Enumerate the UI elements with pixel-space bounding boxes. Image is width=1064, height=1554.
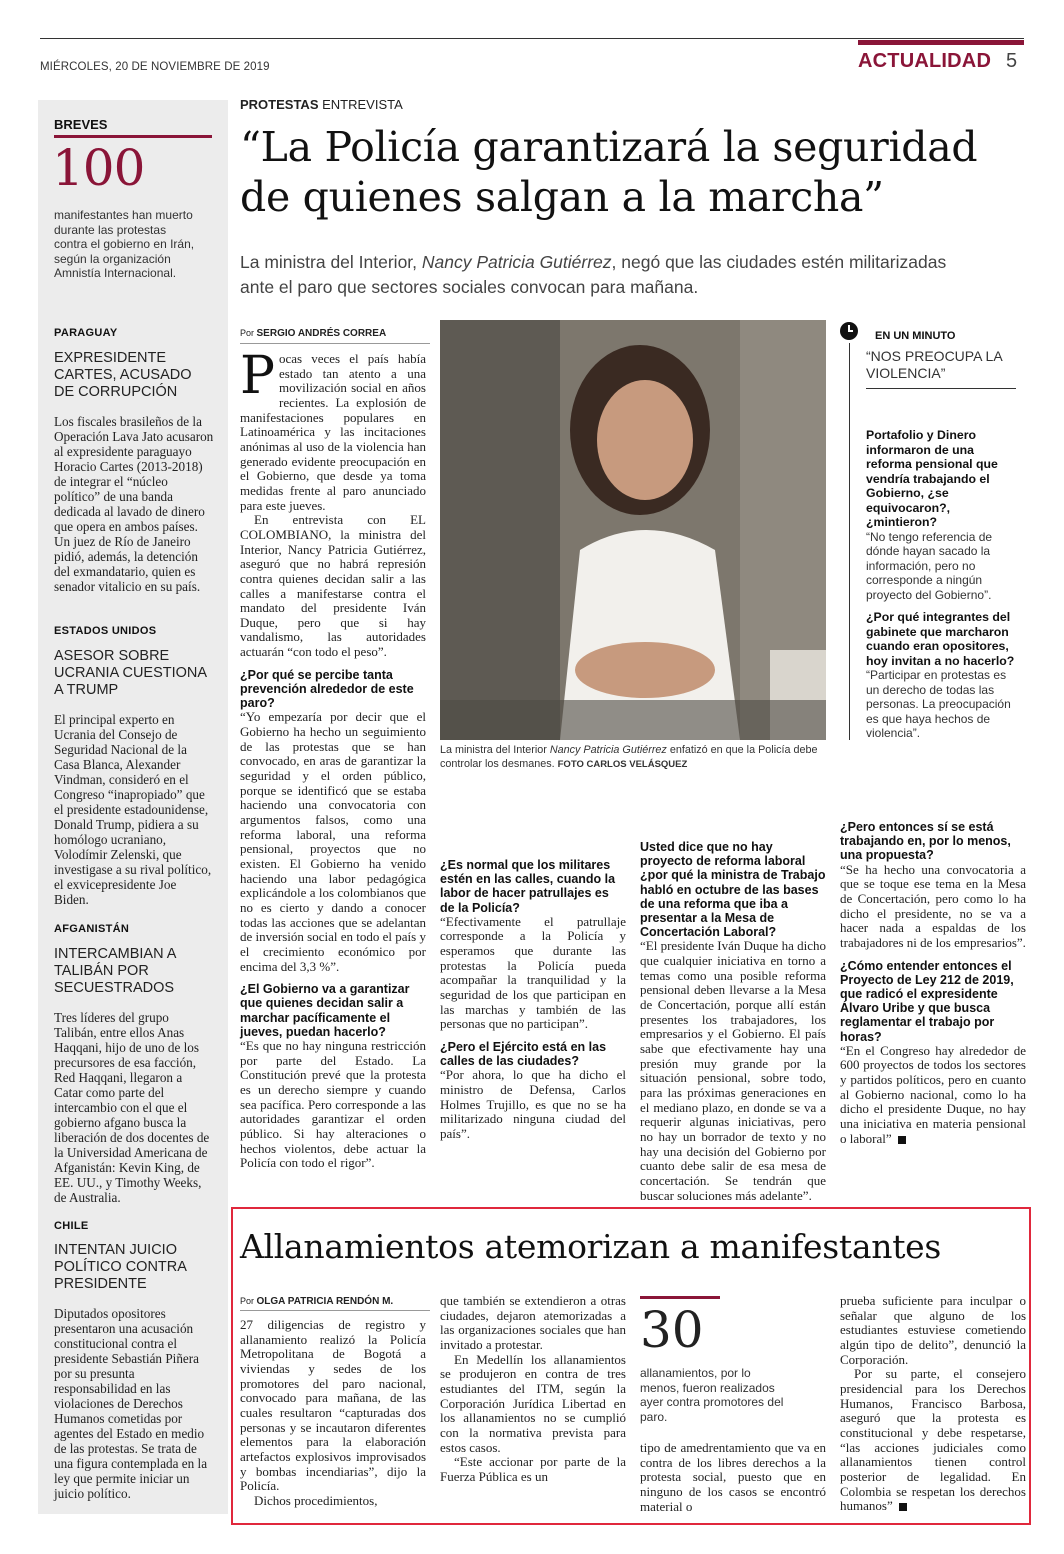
top-rule [40, 38, 1024, 39]
second-column-4 [840, 1294, 1026, 1514]
sidebar-body-afganistan: Tres líderes del grupo Talibán, entre ellos Anas Haqqani, hijo de uno de los precursores de esa facción, Red Haqqani, llegaron a Catar como parte del intercambio con el que el gobierno afgano busca la liberación de dos docentes de la Universidad Americana de Afganistán: Kevin King, de EE. UU., y Timothy Weeks, de Australia. [54, 1010, 210, 1205]
minuto-quote: “NOS PREOCUPA LA VIOLENCIA” [866, 348, 1002, 381]
header-date: MIÉRCOLES, 20 DE NOVIEMBRE DE 2019 [40, 61, 270, 73]
deck-name: Nancy Patricia Gutiérrez [421, 252, 612, 272]
answer-3: “Efectivamente el patrullaje corresponde a la Policía y esperamos que durante las protestas la Policía pueda acompañar la tranquilidad y la seguridad de los que participan en las marchas y también de las personas que no participan”. [440, 913, 626, 1032]
second-col4-p2 [840, 1367, 1026, 1514]
byline-rule [240, 343, 430, 344]
stat-text: allanamientos, por lo menos, fueron realizados ayer contra promotores del paro. [640, 1366, 784, 1424]
paragraph-1: ocas veces el país había estado tan atento a una movilización social en años recientes. La explosión de manifestaciones populares en Latinoamérica y las incitaciones anónimas al uso de la violencia han generado evidente preocupación en el Gobierno, que desde ya toma medidas frente al paro anunciado para este jueves. [240, 351, 426, 513]
dropcap: P [240, 346, 275, 406]
end-mark [898, 1136, 906, 1144]
second-col1-p1: 27 diligencias de registro y allanamiento realizó la Policía Metropolitana de Bogotá a viviendas y sedes de los promotores del paro nacional, convocado para mañana, de las cuales resultaron “capturadas dos personas y se incautaron diferentes elementos para la elaboración artefactos explosivos improvisados y bombas incendiarias”, dijo la Policía. [240, 1317, 426, 1494]
breves-text: manifestantes han muerto durante las protestas contra el gobierno en Irán, según la organización Amnistía Internacional. [54, 208, 195, 281]
answer-1: “Yo empezaría por decir que el Gobierno ha hecho un seguimiento de las protestas que se han convocado, en aras de garantizar la seguridad y el orden público, porque se identificó que se estaba haciendo una convocatoria con argumentos falsos, como una reforma laboral, una reforma pensional, proyectos que no existen. El Gobierno ha venido haciendo una labor pedagógica explicándole a los colombianos que no es cierto y dando a conocer todas las acciones que se adelantan de inversión social en todo el país y el crecimiento económico por encima del 3,3 %”. [240, 709, 426, 974]
second-col1-p2: Dichos procedimientos, [254, 1492, 378, 1508]
answer-7 [840, 1044, 1026, 1147]
question-3: ¿Es normal que los militares estén en las calles, cuando la labor de hacer patrullajes es de la Policía? [440, 858, 616, 915]
second-col4-p1: prueba suficiente para inculpar o señalar que alguno de los estudiantes estuviese cometiendo algún tipo de delito”, denunció la Corporación. [840, 1293, 1026, 1367]
question-6: ¿Pero entonces sí se está trabajando en, por lo menos, una propuesta? [840, 820, 1011, 863]
minuto-content [866, 398, 1016, 741]
caption-part-b: enfatizó en que la Policía debe controlar los desmanes. [440, 744, 818, 770]
sidebar-headline-paraguay: EXPRESIDENTE CARTES, ACUSADO DE CORRUPCIÓN [54, 350, 192, 400]
question-1: ¿Por qué se percibe tanta prevención alrededor de este paro? [240, 667, 414, 711]
byline-prefix: Por [240, 328, 257, 338]
page-number: 5 [1006, 50, 1018, 72]
minuto-label: EN UN MINUTO [875, 330, 956, 342]
breves-label: BREVES [54, 117, 108, 132]
byline-author: SERGIO ANDRÉS CORREA [256, 328, 387, 339]
sidebar-category-estados-unidos: ESTADOS UNIDOS [54, 625, 157, 637]
caption-part-a: La ministra del Interior [440, 744, 550, 756]
minuto-answer-2: “Participar en protestas es un derecho de todas las personas. La preocupación es que haya hechos de violencia”. [866, 668, 1011, 740]
second-column-1 [240, 1318, 426, 1509]
kicker-type: ENTREVISTA [318, 97, 403, 112]
second-headline: Allanamientos atemorizan a manifestantes [240, 1227, 942, 1266]
second-col2-p2: En Medellín los allanamientos se produjeron en contra de tres estudiantes del ITM, según la Corporación Jurídica Libertad en los allanamientos no se cumplió con la normativa prevista para estos casos. [440, 1351, 626, 1455]
minuto-box-rule [849, 343, 850, 740]
deck-part-a: La ministra del Interior, [240, 252, 422, 272]
sidebar-category-chile: CHILE [54, 1220, 89, 1232]
main-deck [240, 250, 980, 300]
minuto-answer-1: “No tengo referencia de dónde hayan sacado la información, pero no corresponde a ningún proyecto del Gobierno”. [866, 529, 993, 602]
main-column-2 [440, 800, 626, 1142]
photo-credit: FOTO CARLOS VELÁSQUEZ [557, 759, 688, 770]
sidebar-headline-estados-unidos: ASESOR SOBRE UCRANIA CUESTIONA A TRUMP [54, 648, 207, 698]
sidebar-category-afganistan: AFGANISTÁN [54, 923, 130, 935]
end-mark-2 [899, 1503, 907, 1511]
paragraph-2: En entrevista con EL COLOMBIANO, la ministra del Interior, Nancy Patricia Gutiérrez, aseguró que no habrá represión contra quienes decidan salir a las calles a manifestarse contra el mandato del presidente Iván Duque, pero que si hay vandalismo, las autoridades actuarán “con todo el peso”. [240, 512, 426, 660]
answer-2: “Es que no hay ninguna restricción por parte del Estado. La Constitución prevé que la protesta es un derecho siempre y cuando sea pacífica. Pero corresponde a las autoridades garantizar el orden público. Si hay alteraciones o hechos violentos, debe actuar la Policía con todo el rigor”. [240, 1038, 426, 1171]
answer-5: “El presidente Iván Duque ha dicho que cualquier iniciativa en torno a temas como una posible reforma pensional deben llevarse a la Mesa de Concertación, porque allí están presentes los trabajadores, los empresarios y el Gobierno. El país sabe que efectivamente hay una presión muy grande por la situación pensional, sobre todo, para las próximas generaciones en el mediano plazo, en donde se va a requerir algunas iniciativas, pero no hay un borrador de texto y no hay una decisión del Gobierno por cuanto debe salir de esa mesa de concertación. Se tendrán que buscar soluciones más adelante”. [640, 938, 826, 1203]
answer-4: “Por ahora, lo que ha dicho el ministro de Defensa, Carlos Holmes Trujillo, es que no se ha militarizado ninguna ciudad del país”. [440, 1067, 626, 1142]
question-5: Usted dice que no hay proyecto de reforma laboral ¿por qué la ministra de Trabajo habló en octubre de las bases de una reforma que iba a presentar a la Mesa de Concertación Laboral? [640, 840, 826, 940]
breves-number: 100 [52, 139, 145, 197]
answer-7-text: “En el Congreso hay alrededor de 600 proyectos de todos los sectores y partidos políticos, pero en cuanto al Gobierno nacional, como lo ha dicho el presidente Duque, no hay una iniciativa en materia pensional o laboral” [840, 1042, 1026, 1146]
sidebar-body-paraguay: Los fiscales brasileños de la Operación Lava Jato acusaron al expresidente paraguayo Horacio Cartes (2013-2018) de integrar el “núcleo político” de una banda dedicada al lavado de dinero que opera en ambos países. Un juez de Río de Janeiro pidió, además, la detención del exmandatario, quien es senador vitalicio en su país. [54, 414, 214, 594]
byline2-prefix: Por [240, 1296, 257, 1306]
main-column-1 [240, 346, 426, 1171]
answer-6: “Se ha hecho una convocatoria a que se toque ese tema en la Mesa de Concertación, pero como lo ha dicho el presidente, no se va a hacer nada a espaldas de los trabajadores ni de los empresarios”. [840, 861, 1026, 950]
sidebar-headline-afganistan: INTERCAMBIAN A TALIBÁN POR SECUESTRADOS [54, 946, 176, 996]
second-col4-p2-text: Por su parte, el consejero presidencial para los Derechos Humanos, Francisco Barbosa, aseguró que la protesta es constitucional y debe respetarse, “las acciones judiciales como allanamientos tienen control posterior de legalidad. En Colombia se respetan los derechos humanos” [840, 1366, 1026, 1514]
story-kicker [240, 97, 403, 112]
main-headline: “La Policía garantizará la seguridad de quienes salgan a la marcha” [240, 123, 978, 221]
sidebar-body-chile: Diputados opositores presentaron una acusación constitucional contra el presidente Sebastián Piñera por su presunta responsabilidad en las violaciones de Derechos Humanos cometidas por agentes del Estado en medio de las protestas. Se trata de una figura contemplada en la ley que permite iniciar un juicio político. [54, 1306, 208, 1501]
second-column-2 [440, 1294, 626, 1485]
byline2-author: OLGA PATRICIA RENDÓN M. [256, 1296, 394, 1307]
main-column-4 [840, 760, 1026, 1146]
question-7: ¿Cómo entender entonces el Proyecto de Ley 212 de 2019, que radicó el expresidente Álvaro Uribe y que busca reglamentar el trabajo por horas? [840, 958, 1014, 1044]
question-4: ¿Pero el Ejército está en las calles de las ciudades? [440, 1040, 607, 1069]
second-col3-p1: tipo de amedrentamiento que va en contra de los libres derechos a la protesta social, puesto que en ninguno de los casos se encontró material o [640, 1440, 826, 1514]
main-column-3 [640, 800, 826, 1203]
byline2-rule [240, 1310, 430, 1311]
main-byline [240, 328, 386, 339]
minister-photo [440, 320, 826, 740]
deck-part-b: , negó que las ciudades estén militarizadas ante el paro que sectores sociales convocan para mañana. [240, 252, 947, 297]
second-byline [240, 1296, 393, 1307]
sidebar-headline-chile: INTENTAN JUICIO POLÍTICO CONTRA PRESIDENTE [54, 1242, 187, 1292]
clock-icon [840, 322, 858, 340]
second-col2-p1: que también se extendieron a otras ciudades, dejaron atemorizadas a las organizaciones sociales que han invitado a protestar. [440, 1293, 626, 1352]
section-name: ACTUALIDAD [858, 50, 992, 72]
minuto-question-2: ¿Por qué integrantes del gabinete que marcharon cuando eran opositores, hoy invitan a no hacerlo? [866, 610, 1015, 668]
second-column-3 [640, 1441, 826, 1514]
photo-caption [440, 743, 830, 772]
section-bar [858, 40, 1024, 45]
kicker-topic: PROTESTAS [240, 97, 319, 112]
sidebar-body-estados-unidos: El principal experto en Ucrania del Consejo de Seguridad Nacional de la Casa Blanca, Alexander Vindman, consideró en el Congreso “inapropiado” que el presidente estadounidense, Donald Trump, pidiera a su homólogo ucraniano, Volodímir Zelenski, que investigase a su rival político, el exvicepresidente Joe Biden. [54, 712, 212, 907]
caption-name: Nancy Patricia Gutiérrez [549, 744, 667, 756]
stat-number: 30 [640, 1301, 704, 1359]
sidebar-category-paraguay: PARAGUAY [54, 327, 118, 339]
photo-illustration [440, 320, 826, 740]
second-col2-p3: “Este accionar por parte de la Fuerza Pública es un [440, 1454, 626, 1484]
question-2: ¿El Gobierno va a garantizar que quienes decidan salir a marchar pacíficamente el jueves, puedan hacerlo? [240, 982, 410, 1039]
minuto-rule [866, 388, 1016, 389]
minuto-question-1: Portafolio y Dinero informaron de una reforma pensional que vendría trabajando el Gobierno, ¿se equivocaron?, ¿mintieron? [866, 428, 998, 529]
